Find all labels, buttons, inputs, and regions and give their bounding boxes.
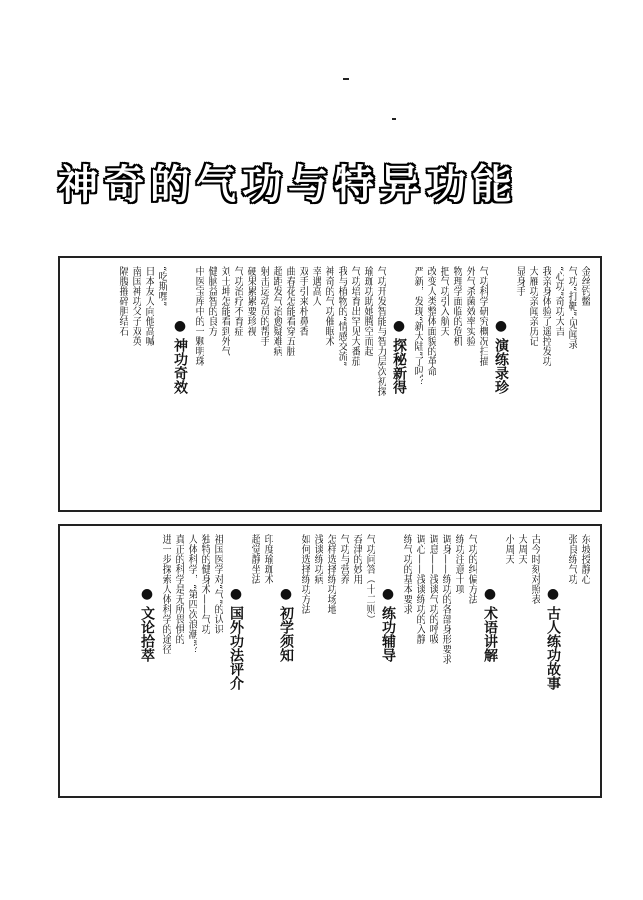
upper-toc-entry: “心功”奇功大吉 <box>553 266 564 337</box>
lower-toc-entry: 古今时刻对照表 <box>529 534 540 604</box>
lower-toc-entry: 进一步探索人体科学的途径 <box>160 534 171 654</box>
upper-toc-entry: “吃斯嘿” <box>156 266 167 307</box>
lower-toc-entry: 真正的科学是无所畏惧的 <box>173 534 184 644</box>
scan-mark <box>392 118 396 120</box>
lower-toc-entry: 大周天 <box>516 534 527 564</box>
lower-toc-entry: 如何选择练功方法 <box>299 534 310 614</box>
lower-toc-entry: 调身——练功的各部身形要求 <box>440 534 451 664</box>
upper-toc-entry: 改变人类整体面貌的革命 <box>425 266 436 376</box>
upper-toc-entry: 隔腹摧碎胆结石 <box>117 266 128 336</box>
lower-section-heading: ● 练功辅导 <box>377 534 397 788</box>
upper-toc-entry: 我与植物的“情感交流” <box>336 266 347 367</box>
page-title: 神奇的气功与特异功能 <box>58 161 518 208</box>
lower-toc-entry: 气功的纠偏方法 <box>466 534 477 604</box>
lower-toc-panel <box>66 534 590 788</box>
lower-toc-entry: 浅谈练功病 <box>312 534 323 584</box>
lower-toc-entry: 印度瑜珈术 <box>262 534 273 584</box>
upper-toc-entry: 双手引来朴鼻香 <box>297 266 308 336</box>
upper-toc-entry: 超距发气治愈疑难病 <box>271 266 282 356</box>
lower-toc-entry: 超觉静坐法 <box>249 534 260 584</box>
lower-toc-entry: 张良练气功 <box>566 534 577 584</box>
lower-toc-entry: 祖国医学对“气”的认识 <box>212 534 223 635</box>
lower-toc-entry: 练气功的基本要求 <box>401 534 412 614</box>
upper-toc-entry: 物理学面临的危机 <box>451 266 462 346</box>
upper-toc-entry: 南国神功父子双英 <box>130 266 141 346</box>
upper-toc-entry: 我亲身体验了遥控发功 <box>540 266 551 366</box>
upper-section-heading: ● 神功奇效 <box>169 266 189 502</box>
lower-section-heading: ● 文论拾萃 <box>136 534 156 788</box>
upper-toc-entry: 气功开发智能与智力层次初探 <box>375 266 386 396</box>
upper-toc-entry: 刘士坤怎能看到外气 <box>219 266 230 356</box>
upper-toc-entry: 曲春花怎能看穿五脏 <box>284 266 295 356</box>
upper-toc-entry: 幸遇高人 <box>310 266 321 306</box>
upper-toc-entry: 气功科学研究概况扫描 <box>477 266 488 366</box>
upper-toc-entry: 中医宝库中的一颗明珠 <box>193 266 204 366</box>
lower-toc-entry: 怎样选择练功场地 <box>325 534 336 614</box>
upper-toc-entry: 显身手 <box>514 266 525 296</box>
lower-toc-entry: 吞津的妙用 <box>351 534 362 584</box>
lower-toc-entry: 小周天 <box>503 534 514 564</box>
upper-toc-entry: 气功培育出罕见大番茄 <box>349 266 360 366</box>
upper-toc-entry: 严新，发现“新大陆”了吗？ <box>412 266 423 387</box>
lower-toc-entry: 调心——浅谈练功的入静 <box>414 534 425 644</box>
upper-toc-entry: 瑜珈功助她腾空而起 <box>362 266 373 356</box>
upper-toc-panel <box>66 266 590 502</box>
upper-toc-entry: 日本友人向他高喊 <box>143 266 154 346</box>
upper-toc-entry: 外气杀菌效率实验 <box>464 266 475 346</box>
upper-toc-entry: 气功治疗不育症 <box>232 266 243 336</box>
lower-section-heading: ● 国外功法评介 <box>225 534 245 788</box>
lower-toc-entry: 独特的健身术——气功 <box>199 534 210 634</box>
scan-mark <box>343 78 349 80</box>
lower-section-heading: ● 古人练功故事 <box>542 534 562 788</box>
lower-toc-entry: 气功与营养 <box>338 534 349 584</box>
upper-toc-entry: 把气功引入航天 <box>438 266 449 336</box>
lower-toc-entry: 调息——浅谈气功的呼吸 <box>427 534 438 644</box>
upper-toc-entry: 硬果累累要珍视 <box>245 266 256 336</box>
lower-toc-entry: 练功注意十项 <box>453 534 464 594</box>
lower-section-heading: ● 术语讲解 <box>479 534 499 788</box>
upper-toc-entry: 射击运动员的帮手 <box>258 266 269 346</box>
upper-toc-entry: 气功“打靶”·见闻录 <box>566 266 577 350</box>
lower-section-heading: ● 初学须知 <box>275 534 295 788</box>
upper-toc-entry: 大雁功亲闻亲历记 <box>527 266 538 346</box>
upper-toc-entry: 金丝钓鳖 <box>579 266 590 306</box>
lower-toc-entry: 气功问答（十二则） <box>364 534 375 624</box>
upper-toc-entry: 神奇的气功催眠术 <box>323 266 334 346</box>
lower-toc-entry: 东坡授静心 <box>579 534 590 584</box>
upper-section-heading: ● 探秘新得 <box>388 266 408 502</box>
upper-toc-entry: 健脑益智的良方 <box>206 266 217 336</box>
lower-toc-entry: 人体科学，“第四次浪潮”？ <box>186 534 197 655</box>
upper-section-heading: ● 演练录珍 <box>490 266 510 502</box>
